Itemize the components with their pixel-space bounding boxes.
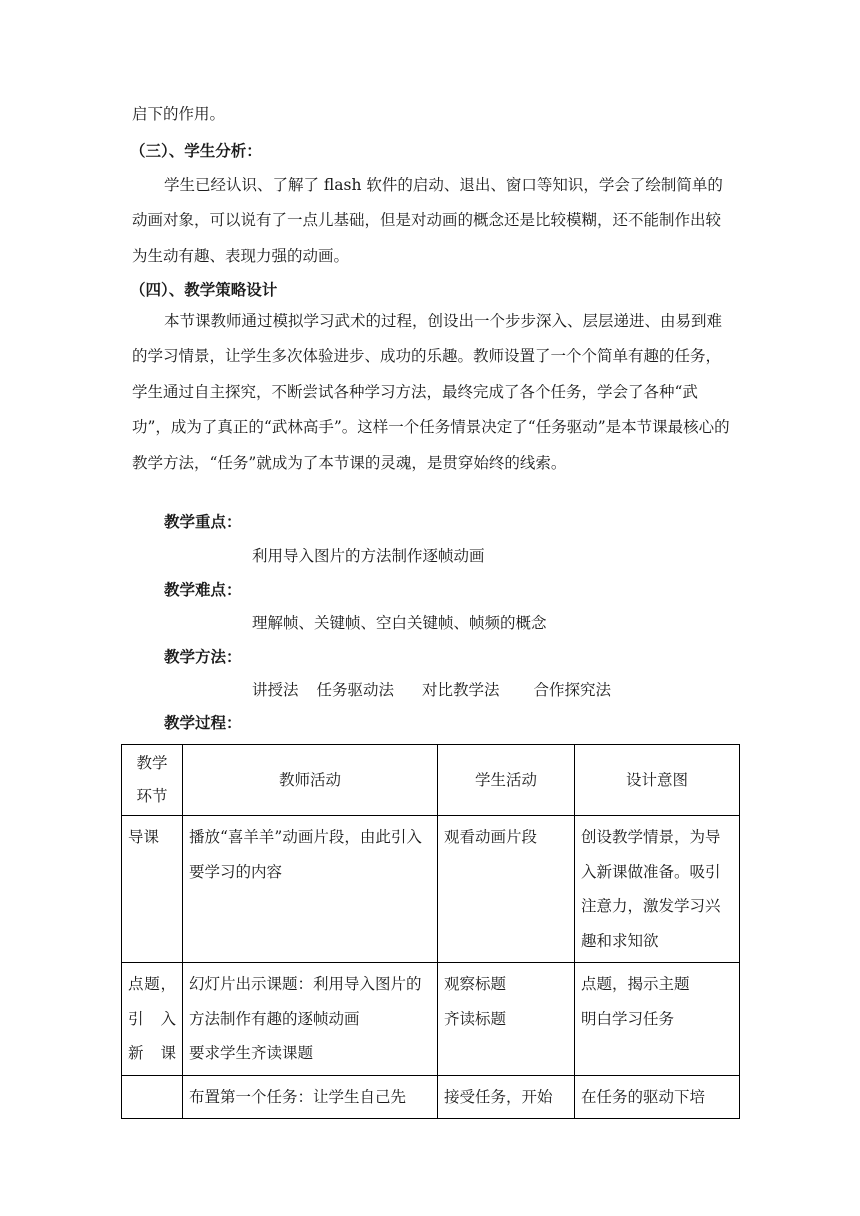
teaching-process-table — [121, 744, 740, 1119]
paragraph-continuation: 启下的作用。 — [132, 105, 226, 123]
paragraph-student-analysis: 学生已经认识、了解了 flash 软件的启动、退出、窗口等知识，学会了绘制简单的动画对象，可以说有了一点儿基础，但是对动画的概念还是比较模糊，还不能制作出较为生动有趣、表现力强的动画。 — [132, 176, 723, 265]
table-cell: 播放“喜羊羊”动画片段，由此引入要学习的内容 — [183, 816, 438, 963]
paragraph-strategy: 本节课教师通过模拟学习武术的过程，创设出一个步步深入、层层递进、由易到难的学习情景，让学生多次体验进步、成功的乐趣。教师设置了一个个简单有趣的任务，学生通过自主探究，不断尝试各种学习方法，最终完成了各个任务，学会了各种“武功”，成为了真正的“武林高手”。这样一个任务情景决定了“任务驱动”是本节课最核心的教学方法，“任务”就成为了本节课的灵魂，是贯穿始终的线索。 — [132, 312, 730, 472]
difficult-points-text: 理解帧、关键帧、空白关键帧、帧频的概念 — [252, 614, 547, 632]
method-item: 对比教学法 — [422, 681, 500, 699]
method-item: 讲授法 — [252, 681, 299, 699]
difficult-points-label: 教学难点： — [164, 580, 242, 599]
table-cell: 观察标题 齐读标题 — [438, 963, 575, 1076]
table-cell: 观看动画片段 — [438, 816, 575, 963]
key-points-text: 利用导入图片的方法制作逐帧动画 — [252, 547, 485, 565]
table-row — [122, 816, 740, 963]
table-header-row — [122, 745, 740, 816]
process-label: 教学过程： — [164, 713, 242, 732]
header-cell: 设计意图 — [575, 745, 740, 816]
methods-list — [252, 678, 611, 700]
header-cell: 教师活动 — [183, 745, 438, 816]
table-cell: 接受任务，开始 — [438, 1075, 575, 1119]
header-cell: 教学环节 — [122, 745, 183, 816]
method-item: 合作探究法 — [533, 681, 612, 699]
table-cell: 创设教学情景，为导入新课做准备。吸引注意力，激发学习兴趣和求知欲 — [575, 816, 740, 963]
table-cell: 布置第一个任务：让学生自己先 — [183, 1075, 438, 1119]
table-cell: 点题，揭示主题 明白学习任务 — [575, 963, 740, 1076]
table-cell: 点题，引 入新 课 — [122, 963, 183, 1076]
table-cell: 在任务的驱动下培 — [575, 1075, 740, 1119]
header-cell: 学生活动 — [438, 745, 575, 816]
table-row — [122, 1075, 740, 1119]
methods-label: 教学方法： — [164, 647, 242, 666]
section-heading-strategy: （四）、教学策略设计 — [130, 280, 278, 299]
table-cell — [122, 1075, 183, 1119]
table-cell: 导课 — [122, 816, 183, 963]
method-item: 任务驱动法 — [316, 681, 395, 699]
section-heading-student-analysis: （三）、学生分析： — [130, 141, 262, 160]
table-row — [122, 963, 740, 1076]
key-points-label: 教学重点： — [164, 512, 242, 531]
table-cell: 幻灯片出示课题：利用导入图片的方法制作有趣的逐帧动画 要求学生齐读课题 — [183, 963, 438, 1076]
